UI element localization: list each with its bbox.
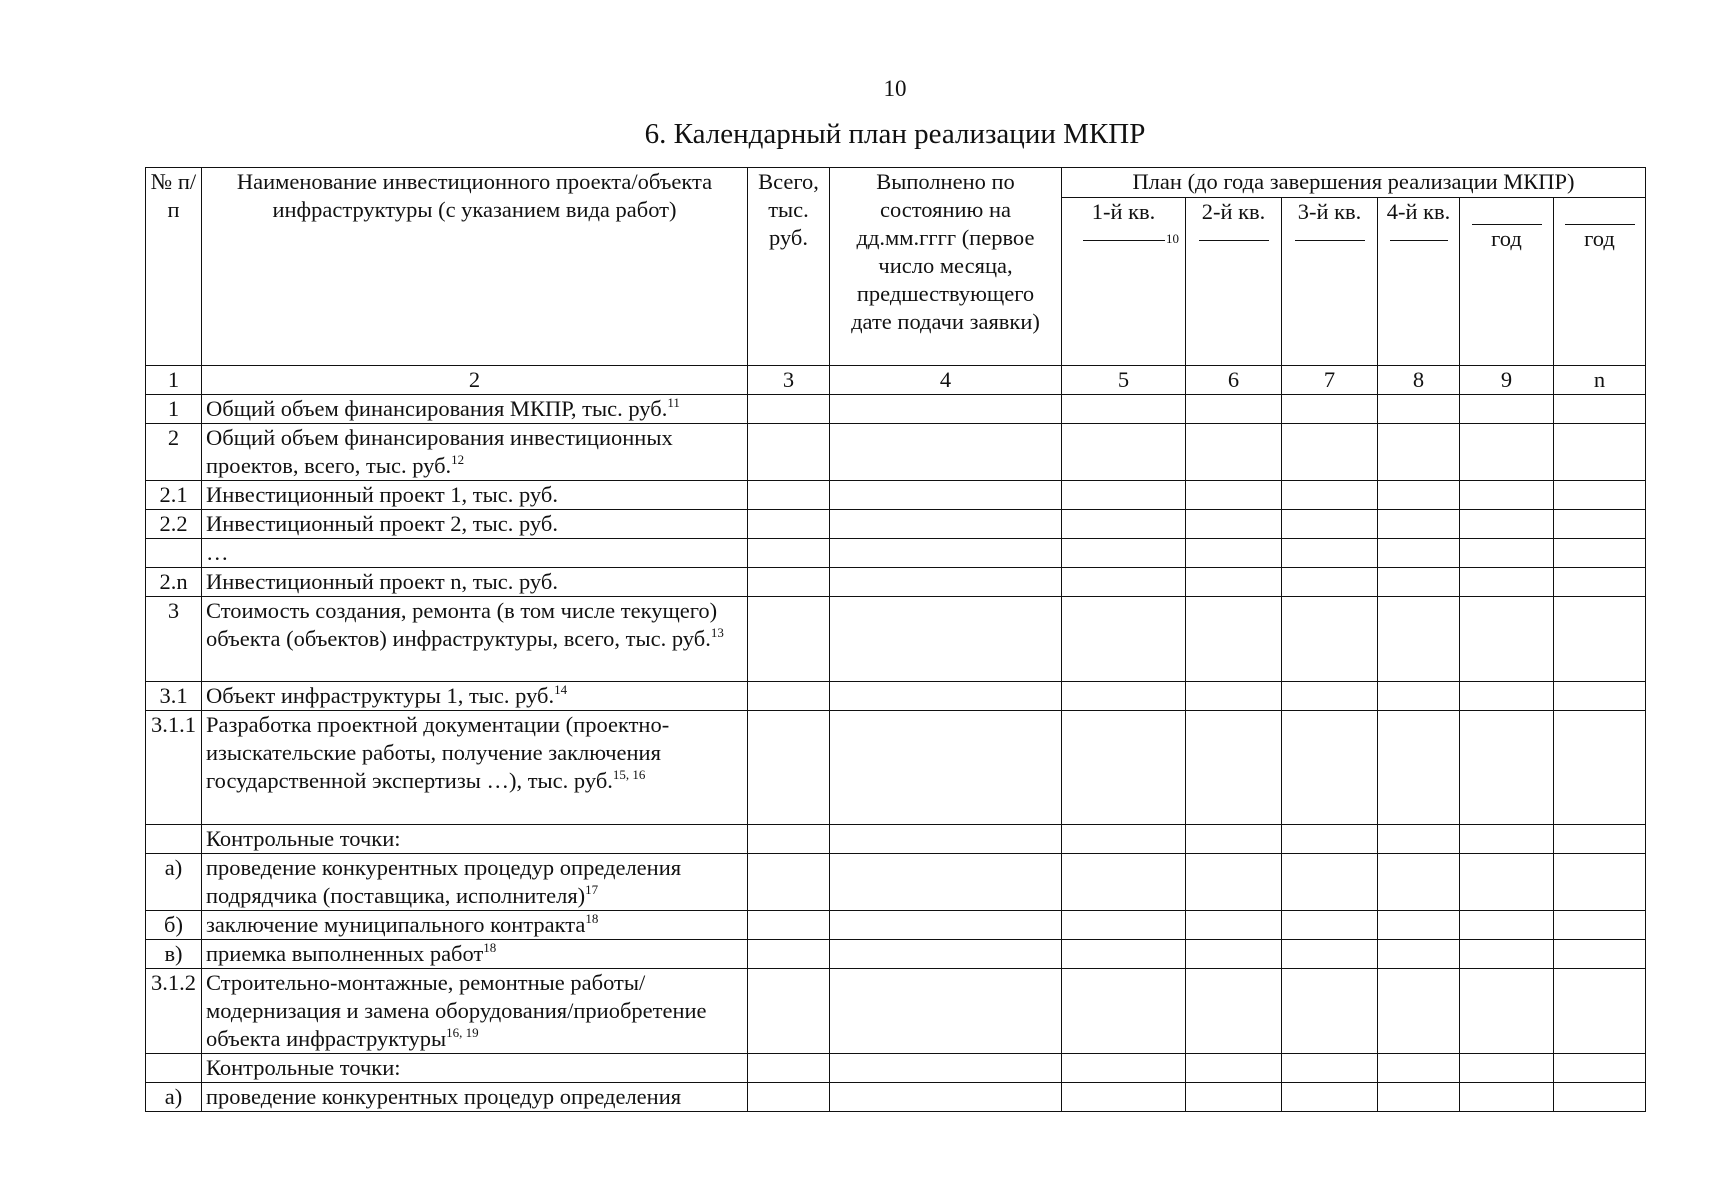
value-cell bbox=[1282, 825, 1378, 854]
colnum-4: 4 bbox=[830, 366, 1062, 395]
value-cell bbox=[1186, 395, 1282, 424]
value-cell bbox=[1554, 940, 1646, 969]
header-q4-blank bbox=[1390, 240, 1448, 241]
value-cell bbox=[1062, 568, 1186, 597]
value-cell bbox=[748, 568, 830, 597]
value-cell bbox=[1282, 940, 1378, 969]
value-cell bbox=[830, 568, 1062, 597]
value-cell bbox=[1378, 510, 1460, 539]
value-cell bbox=[1282, 424, 1378, 481]
value-cell bbox=[1460, 854, 1554, 911]
value-cell bbox=[830, 911, 1062, 940]
value-cell bbox=[1460, 1083, 1554, 1112]
value-cell bbox=[1282, 854, 1378, 911]
value-cell bbox=[1062, 854, 1186, 911]
value-cell bbox=[1186, 568, 1282, 597]
value-cell bbox=[748, 481, 830, 510]
table-row bbox=[146, 825, 1646, 854]
value-cell bbox=[830, 510, 1062, 539]
footnote-ref: 15, 16 bbox=[612, 767, 646, 782]
value-cell bbox=[748, 424, 830, 481]
value-cell bbox=[748, 911, 830, 940]
value-cell bbox=[1282, 395, 1378, 424]
value-cell bbox=[1062, 510, 1186, 539]
header-q4 bbox=[1378, 198, 1460, 366]
value-cell bbox=[1554, 597, 1646, 682]
row-name: Инвестиционный проект n, тыс. руб. bbox=[206, 569, 558, 594]
value-cell bbox=[830, 854, 1062, 911]
header-num: № п/п bbox=[146, 168, 202, 366]
row-name-cell bbox=[202, 597, 748, 682]
table-row bbox=[146, 911, 1646, 940]
value-cell bbox=[748, 682, 830, 711]
value-cell bbox=[1378, 568, 1460, 597]
value-cell bbox=[1554, 682, 1646, 711]
value-cell bbox=[748, 510, 830, 539]
value-cell bbox=[1186, 911, 1282, 940]
value-cell bbox=[1554, 911, 1646, 940]
page-number: 10 bbox=[883, 76, 907, 101]
value-cell bbox=[1062, 969, 1186, 1054]
value-cell bbox=[1460, 597, 1554, 682]
row-name-cell bbox=[202, 1054, 748, 1083]
value-cell bbox=[748, 854, 830, 911]
table-row bbox=[146, 969, 1646, 1054]
row-name: проведение конкурентных процедур определения подрядчика (поставщика, исполнителя) bbox=[206, 855, 682, 908]
value-cell bbox=[1554, 1083, 1646, 1112]
table-row bbox=[146, 1054, 1646, 1083]
value-cell bbox=[748, 539, 830, 568]
value-cell bbox=[1062, 940, 1186, 969]
row-name-cell bbox=[202, 682, 748, 711]
row-number: 3 bbox=[146, 597, 202, 682]
row-number: а) bbox=[146, 1083, 202, 1112]
row-number: 1 bbox=[146, 395, 202, 424]
value-cell bbox=[1186, 969, 1282, 1054]
value-cell bbox=[1460, 395, 1554, 424]
colnum-8: 8 bbox=[1378, 366, 1460, 395]
value-cell bbox=[830, 395, 1062, 424]
row-number: 3.1.2 bbox=[146, 969, 202, 1054]
value-cell bbox=[1460, 424, 1554, 481]
value-cell bbox=[830, 682, 1062, 711]
header-total: Всего, тыс. руб. bbox=[748, 168, 830, 366]
row-number bbox=[146, 1054, 202, 1083]
value-cell bbox=[1282, 682, 1378, 711]
row-name-cell bbox=[202, 969, 748, 1054]
value-cell bbox=[1378, 1054, 1460, 1083]
row-name-cell bbox=[202, 395, 748, 424]
row-name-cell bbox=[202, 539, 748, 568]
row-name-cell bbox=[202, 711, 748, 825]
table-body bbox=[146, 395, 1646, 1112]
value-cell bbox=[1062, 395, 1186, 424]
table-row bbox=[146, 424, 1646, 481]
value-cell bbox=[1378, 424, 1460, 481]
value-cell bbox=[1282, 911, 1378, 940]
colnum-7: 7 bbox=[1282, 366, 1378, 395]
row-number: в) bbox=[146, 940, 202, 969]
footnote-ref: 16, 19 bbox=[446, 1025, 479, 1040]
header-q1 bbox=[1062, 198, 1186, 366]
footnote-ref: 11 bbox=[667, 395, 680, 410]
footnote-ref: 18 bbox=[585, 911, 599, 926]
value-cell bbox=[1186, 854, 1282, 911]
value-cell bbox=[1460, 711, 1554, 825]
row-name-cell bbox=[202, 825, 748, 854]
row-name: Инвестиционный проект 2, тыс. руб. bbox=[206, 511, 558, 536]
header-q2-blank bbox=[1199, 240, 1269, 241]
row-name-cell bbox=[202, 481, 748, 510]
footnote-ref: 13 bbox=[710, 625, 724, 640]
value-cell bbox=[1554, 510, 1646, 539]
value-cell bbox=[1460, 682, 1554, 711]
value-cell bbox=[1460, 825, 1554, 854]
row-name-cell bbox=[202, 940, 748, 969]
value-cell bbox=[830, 597, 1062, 682]
row-number: 2.2 bbox=[146, 510, 202, 539]
value-cell bbox=[1282, 481, 1378, 510]
header-plan: План (до года завершения реализации МКПР) bbox=[1062, 168, 1646, 198]
value-cell bbox=[748, 711, 830, 825]
value-cell bbox=[1062, 1083, 1186, 1112]
row-name: Стоимость создания, ремонта (в том числе текущего) объекта (объектов) инфраструктуры, всего, тыс. руб. bbox=[206, 598, 718, 651]
value-cell bbox=[1186, 940, 1282, 969]
value-cell bbox=[1186, 481, 1282, 510]
value-cell bbox=[1062, 481, 1186, 510]
value-cell bbox=[748, 969, 830, 1054]
value-cell bbox=[1554, 711, 1646, 825]
row-name: Инвестиционный проект 1, тыс. руб. bbox=[206, 482, 558, 507]
row-name-cell bbox=[202, 854, 748, 911]
value-cell bbox=[1554, 424, 1646, 481]
value-cell bbox=[1062, 682, 1186, 711]
table-row bbox=[146, 539, 1646, 568]
row-name: проведение конкурентных процедур определения bbox=[206, 1084, 682, 1109]
row-name: Общий объем финансирования инвестиционных проектов, всего, тыс. руб. bbox=[206, 425, 673, 478]
row-name: Объект инфраструктуры 1, тыс. руб. bbox=[206, 683, 555, 708]
header-name: Наименование инвестиционного проекта/объекта инфраструктуры (с указанием вида работ) bbox=[202, 168, 748, 366]
value-cell bbox=[1460, 969, 1554, 1054]
value-cell bbox=[1282, 510, 1378, 539]
value-cell bbox=[1460, 1054, 1554, 1083]
table-row bbox=[146, 711, 1646, 825]
value-cell bbox=[1554, 539, 1646, 568]
row-name: … bbox=[206, 540, 229, 565]
value-cell bbox=[1282, 539, 1378, 568]
row-number: 3.1 bbox=[146, 682, 202, 711]
value-cell bbox=[830, 424, 1062, 481]
colnum-6: 6 bbox=[1186, 366, 1282, 395]
footnote-ref: 17 bbox=[585, 882, 599, 897]
colnum-5: 5 bbox=[1062, 366, 1186, 395]
colnum-3: 3 bbox=[748, 366, 830, 395]
calendar-plan-table bbox=[145, 167, 1646, 1112]
value-cell bbox=[830, 969, 1062, 1054]
value-cell bbox=[830, 1054, 1062, 1083]
header-q1-footnote: 10 bbox=[1166, 231, 1179, 246]
row-number: 2.1 bbox=[146, 481, 202, 510]
row-number: 2 bbox=[146, 424, 202, 481]
value-cell bbox=[1186, 539, 1282, 568]
header-q4-label: 4-й кв. bbox=[1386, 199, 1451, 224]
value-cell bbox=[1282, 1054, 1378, 1083]
header-year2 bbox=[1554, 198, 1646, 366]
value-cell bbox=[748, 940, 830, 969]
value-cell bbox=[1282, 711, 1378, 825]
row-name: Контрольные точки: bbox=[206, 1055, 401, 1080]
value-cell bbox=[1378, 711, 1460, 825]
value-cell bbox=[1062, 825, 1186, 854]
table-row bbox=[146, 481, 1646, 510]
value-cell bbox=[748, 597, 830, 682]
value-cell bbox=[1554, 825, 1646, 854]
value-cell bbox=[1378, 940, 1460, 969]
value-cell bbox=[1378, 395, 1460, 424]
row-name: Общий объем финансирования МКПР, тыс. руб. bbox=[206, 396, 668, 421]
value-cell bbox=[1460, 911, 1554, 940]
row-name-cell bbox=[202, 510, 748, 539]
value-cell bbox=[1282, 597, 1378, 682]
value-cell bbox=[1460, 940, 1554, 969]
value-cell bbox=[1062, 539, 1186, 568]
row-number: б) bbox=[146, 911, 202, 940]
row-name-cell bbox=[202, 424, 748, 481]
table-row bbox=[146, 940, 1646, 969]
value-cell bbox=[1062, 597, 1186, 682]
header-q1-label: 1-й кв. bbox=[1091, 199, 1156, 224]
table-row bbox=[146, 568, 1646, 597]
value-cell bbox=[748, 825, 830, 854]
row-name-cell bbox=[202, 568, 748, 597]
header-q3 bbox=[1282, 198, 1378, 366]
value-cell bbox=[1378, 539, 1460, 568]
value-cell bbox=[1554, 481, 1646, 510]
header-year1-label: год bbox=[1491, 226, 1522, 251]
value-cell bbox=[1378, 481, 1460, 510]
column-numbers-row bbox=[146, 366, 1646, 395]
colnum-2: 2 bbox=[202, 366, 748, 395]
row-number: 3.1.1 bbox=[146, 711, 202, 825]
table-row bbox=[146, 395, 1646, 424]
value-cell bbox=[1186, 682, 1282, 711]
value-cell bbox=[1460, 539, 1554, 568]
header-q2 bbox=[1186, 198, 1282, 366]
value-cell bbox=[1554, 568, 1646, 597]
header-year1 bbox=[1460, 198, 1554, 366]
row-name-cell bbox=[202, 911, 748, 940]
colnum-1: 1 bbox=[146, 366, 202, 395]
value-cell bbox=[1186, 1083, 1282, 1112]
value-cell bbox=[1186, 424, 1282, 481]
footnote-ref: 18 bbox=[483, 940, 497, 955]
colnum-n: n bbox=[1554, 366, 1646, 395]
colnum-9: 9 bbox=[1460, 366, 1554, 395]
header-q3-blank bbox=[1295, 240, 1365, 241]
value-cell bbox=[1554, 1054, 1646, 1083]
header-q3-label: 3-й кв. bbox=[1297, 199, 1362, 224]
row-name: приемка выполненных работ bbox=[206, 941, 484, 966]
footnote-ref: 12 bbox=[451, 452, 465, 467]
value-cell bbox=[830, 825, 1062, 854]
row-name: Разработка проектной документации (проектно-изыскательские работы, получение заключения государственной экспертизы …), тыс. руб. bbox=[206, 712, 670, 793]
table-row bbox=[146, 510, 1646, 539]
header-q2-label: 2-й кв. bbox=[1201, 199, 1266, 224]
value-cell bbox=[1282, 969, 1378, 1054]
value-cell bbox=[1378, 597, 1460, 682]
row-number bbox=[146, 825, 202, 854]
row-number: а) bbox=[146, 854, 202, 911]
row-name: Контрольные точки: bbox=[206, 826, 401, 851]
value-cell bbox=[748, 1054, 830, 1083]
value-cell bbox=[1378, 911, 1460, 940]
value-cell bbox=[1554, 969, 1646, 1054]
table-row bbox=[146, 854, 1646, 911]
value-cell bbox=[1186, 510, 1282, 539]
value-cell bbox=[1460, 510, 1554, 539]
value-cell bbox=[1062, 1054, 1186, 1083]
value-cell bbox=[1378, 825, 1460, 854]
value-cell bbox=[748, 395, 830, 424]
header-done: Выполнено по состоянию на дд.мм.гггг (первое число месяца, предшествующего дате подачи заявки) bbox=[830, 168, 1062, 366]
value-cell bbox=[1460, 481, 1554, 510]
value-cell bbox=[1186, 1054, 1282, 1083]
row-name: Строительно-монтажные, ремонтные работы/ модернизация и замена оборудования/приобретение объекта инфраструктуры bbox=[206, 970, 707, 1051]
value-cell bbox=[1460, 568, 1554, 597]
value-cell bbox=[748, 1083, 830, 1112]
value-cell bbox=[1186, 825, 1282, 854]
value-cell bbox=[1186, 711, 1282, 825]
row-number bbox=[146, 539, 202, 568]
value-cell bbox=[1062, 424, 1186, 481]
value-cell bbox=[830, 711, 1062, 825]
table-row bbox=[146, 597, 1646, 682]
row-name: заключение муниципального контракта bbox=[206, 912, 586, 937]
value-cell bbox=[1282, 1083, 1378, 1112]
value-cell bbox=[1186, 597, 1282, 682]
value-cell bbox=[1062, 911, 1186, 940]
value-cell bbox=[1378, 682, 1460, 711]
table-row bbox=[146, 682, 1646, 711]
value-cell bbox=[830, 1083, 1062, 1112]
value-cell bbox=[1378, 1083, 1460, 1112]
header-year2-label: год bbox=[1584, 226, 1615, 251]
table-row bbox=[146, 1083, 1646, 1112]
section-title: 6. Календарный план реализации МКПР bbox=[644, 118, 1146, 150]
row-number: 2.n bbox=[146, 568, 202, 597]
value-cell bbox=[1554, 395, 1646, 424]
value-cell bbox=[1282, 568, 1378, 597]
value-cell bbox=[830, 481, 1062, 510]
value-cell bbox=[1554, 854, 1646, 911]
value-cell bbox=[1378, 854, 1460, 911]
row-name-cell bbox=[202, 1083, 748, 1112]
value-cell bbox=[1378, 969, 1460, 1054]
value-cell bbox=[830, 539, 1062, 568]
header-q1-blank bbox=[1083, 240, 1165, 241]
value-cell bbox=[830, 940, 1062, 969]
footnote-ref: 14 bbox=[554, 682, 568, 697]
value-cell bbox=[1062, 711, 1186, 825]
